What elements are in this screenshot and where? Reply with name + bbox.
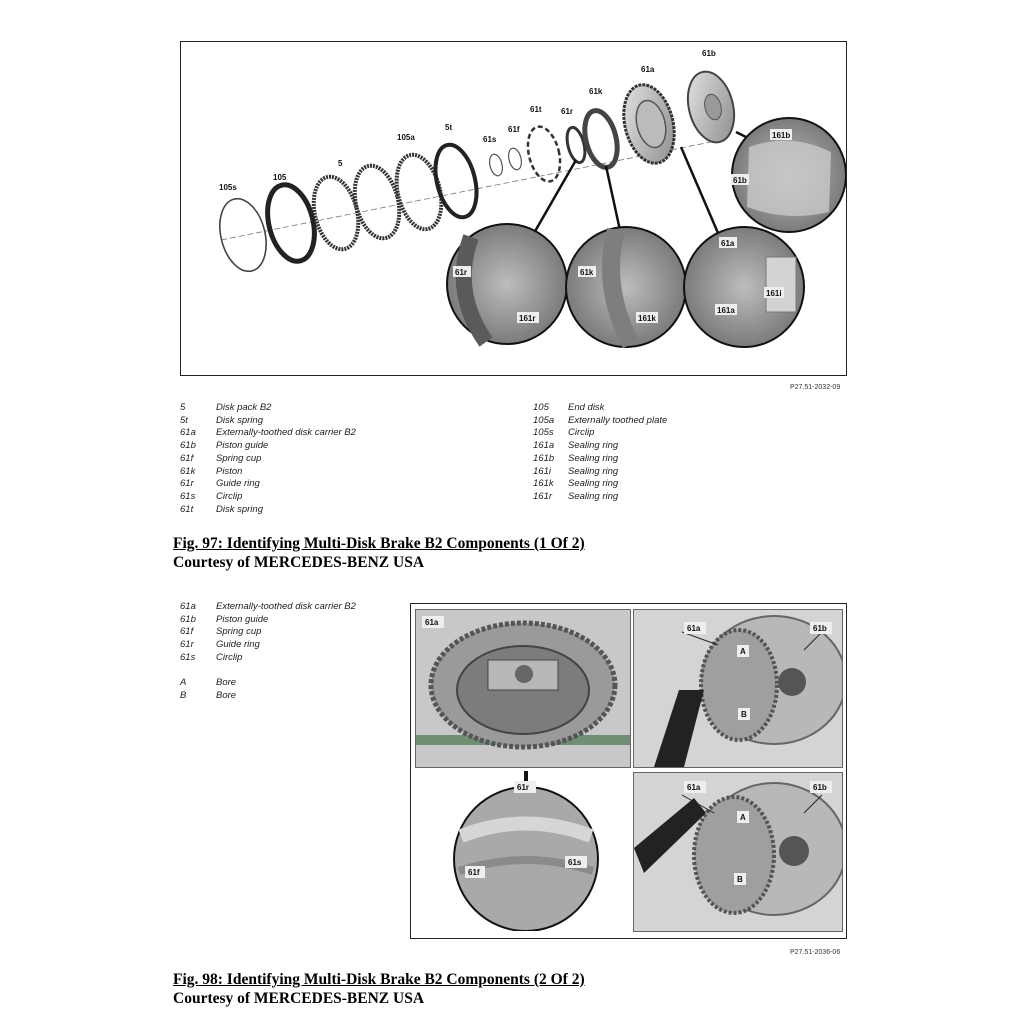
figure-98-photo-panel (410, 603, 847, 939)
legend-code: 61f (180, 452, 194, 464)
legend-desc: Externally-toothed disk carrier B2 (216, 427, 356, 439)
zoom-label-161b: 161b (772, 131, 791, 140)
legend-desc: Sealing ring (568, 452, 619, 464)
callout-5t: 5t (445, 123, 453, 132)
legend-spacer (180, 665, 356, 678)
figure-97-legend-left (180, 402, 356, 516)
legend-code: 161b (533, 452, 555, 464)
legend-code: 105s (533, 427, 554, 439)
photo-disk-carrier (415, 609, 631, 768)
legend-code: 61a (180, 427, 196, 439)
legend-code: 61b (180, 440, 196, 452)
photo-guide-ring-zoom-art (451, 771, 601, 931)
figure-98-legend (180, 601, 356, 703)
legend-desc: Sealing ring (568, 465, 619, 477)
legend-code: 5 (180, 402, 186, 413)
photo2-label-A: A (740, 647, 746, 656)
callout-61s: 61s (483, 135, 497, 144)
legend-code: 161r (533, 490, 553, 502)
callout-61k: 61k (589, 87, 603, 96)
legend-desc: Externally-toothed disk carrier B2 (216, 601, 356, 612)
callout-105a: 105a (397, 133, 415, 142)
photo4-label-B: B (737, 875, 743, 884)
legend-row (180, 690, 356, 703)
legend-code: 61f (180, 626, 194, 638)
photo3-label-61s: 61s (568, 858, 582, 867)
legend-code: 61s (180, 490, 196, 502)
photo-guide-ring-zoom (451, 771, 601, 931)
legend-row (180, 478, 356, 491)
callout-61r: 61r (561, 107, 574, 116)
zoom-label-161k: 161k (638, 314, 656, 323)
zoom-label-61r: 61r (455, 268, 468, 277)
legend-desc: Sealing ring (568, 478, 619, 490)
caption-title: Fig. 97: Identifying Multi-Disk Brake B2 Components (1 Of 2) (173, 535, 585, 552)
legend-row (180, 453, 356, 466)
figure-98-reference-number: P27.51-2036-06 (790, 949, 841, 956)
photo2-label-61a: 61a (687, 624, 701, 633)
callout-105: 105 (273, 173, 287, 182)
legend-desc: Guide ring (216, 639, 260, 651)
photo-disk-carrier-art (416, 610, 630, 767)
legend-row (180, 639, 356, 652)
legend-code: 105 (533, 402, 549, 413)
legend-row (180, 652, 356, 665)
legend-row (180, 491, 356, 504)
legend-desc: Guide ring (216, 478, 260, 490)
legend-row (180, 415, 356, 428)
legend-desc: Bore (216, 689, 237, 701)
legend-row (533, 402, 667, 415)
legend-code: 161a (533, 440, 555, 452)
legend-code: 61t (180, 503, 194, 515)
zoom-label-61a: 61a (721, 239, 735, 248)
legend-row (180, 427, 356, 440)
legend-code: 61r (180, 478, 194, 490)
legend-row (180, 466, 356, 479)
legend-code: 161i (533, 465, 551, 477)
legend-row (180, 677, 356, 690)
legend-row (533, 440, 667, 453)
legend-desc: Sealing ring (568, 440, 619, 452)
legend-row (533, 453, 667, 466)
photo-piston-guide-1 (633, 609, 843, 768)
photo2-label-B: B (741, 710, 747, 719)
legend-row (533, 466, 667, 479)
photo3-label-61f: 61f (468, 868, 480, 877)
figure-97-caption (173, 534, 585, 572)
photo-piston-guide-2 (633, 772, 843, 932)
legend-desc: Circlip (216, 651, 243, 663)
callout-61b: 61b (702, 49, 716, 58)
photo-piston-guide-1-art (634, 610, 842, 767)
legend-code: 61a (180, 601, 196, 612)
figure-97-legend-right (533, 402, 667, 504)
figure-98-caption (173, 970, 585, 1008)
legend-code: B (180, 689, 187, 701)
figure-97-illustration (180, 41, 847, 376)
legend-desc: Externally toothed plate (568, 414, 668, 426)
legend-desc: End disk (568, 402, 605, 413)
photo1-label-61a: 61a (425, 618, 439, 627)
legend-code: 161k (533, 478, 554, 490)
legend-desc: Spring cup (216, 626, 262, 638)
legend-row (180, 601, 356, 614)
photo3-label-61r: 61r (517, 783, 530, 792)
legend-desc: Piston (216, 465, 243, 477)
zoom-label-161i: 161i (766, 289, 782, 298)
callout-5: 5 (338, 159, 343, 168)
legend-desc: Piston guide (216, 613, 269, 625)
legend-desc: Disk spring (216, 414, 263, 426)
legend-code: 61r (180, 639, 194, 651)
zoom-label-61k: 61k (580, 268, 594, 277)
legend-row (533, 415, 667, 428)
photo2-label-61b: 61b (813, 624, 827, 633)
callout-61a: 61a (641, 65, 655, 74)
legend-code: 105a (533, 414, 555, 426)
legend-row (533, 478, 667, 491)
exploded-view-drawing (181, 42, 846, 375)
legend-code: 61b (180, 613, 196, 625)
zoom-label-161r: 161r (519, 314, 536, 323)
legend-row (533, 427, 667, 440)
legend-row (180, 402, 356, 415)
caption-credit: Courtesy of MERCEDES-BENZ USA (173, 990, 425, 1007)
zoom-label-61b: 61b (733, 176, 747, 185)
callout-61f: 61f (508, 125, 520, 134)
legend-row (180, 504, 356, 517)
legend-desc: Sealing ring (568, 490, 619, 502)
zoom-label-161a: 161a (717, 306, 735, 315)
legend-desc: Piston guide (216, 440, 269, 452)
legend-row (180, 440, 356, 453)
callout-61t: 61t (530, 105, 542, 114)
legend-code: A (180, 677, 187, 689)
legend-desc: Disk pack B2 (216, 402, 272, 413)
photo4-label-61a: 61a (687, 783, 701, 792)
legend-desc: Bore (216, 677, 237, 689)
legend-desc: Disk spring (216, 503, 263, 515)
legend-code: 5t (180, 414, 188, 426)
callout-105s: 105s (219, 183, 237, 192)
photo4-label-A: A (740, 813, 746, 822)
legend-code: 61s (180, 651, 196, 663)
legend-code: 61k (180, 465, 196, 477)
legend-desc: Circlip (216, 490, 243, 502)
legend-desc: Spring cup (216, 452, 262, 464)
legend-row (180, 614, 356, 627)
legend-desc: Circlip (568, 427, 595, 439)
photo4-label-61b: 61b (813, 783, 827, 792)
caption-credit: Courtesy of MERCEDES-BENZ USA (173, 554, 425, 571)
photo-piston-guide-2-art (634, 773, 842, 931)
legend-row (180, 626, 356, 639)
caption-title: Fig. 98: Identifying Multi-Disk Brake B2 Components (2 Of 2) (173, 971, 585, 988)
legend-row (533, 491, 667, 504)
figure-97-reference-number: P27.51-2032-09 (790, 384, 841, 391)
